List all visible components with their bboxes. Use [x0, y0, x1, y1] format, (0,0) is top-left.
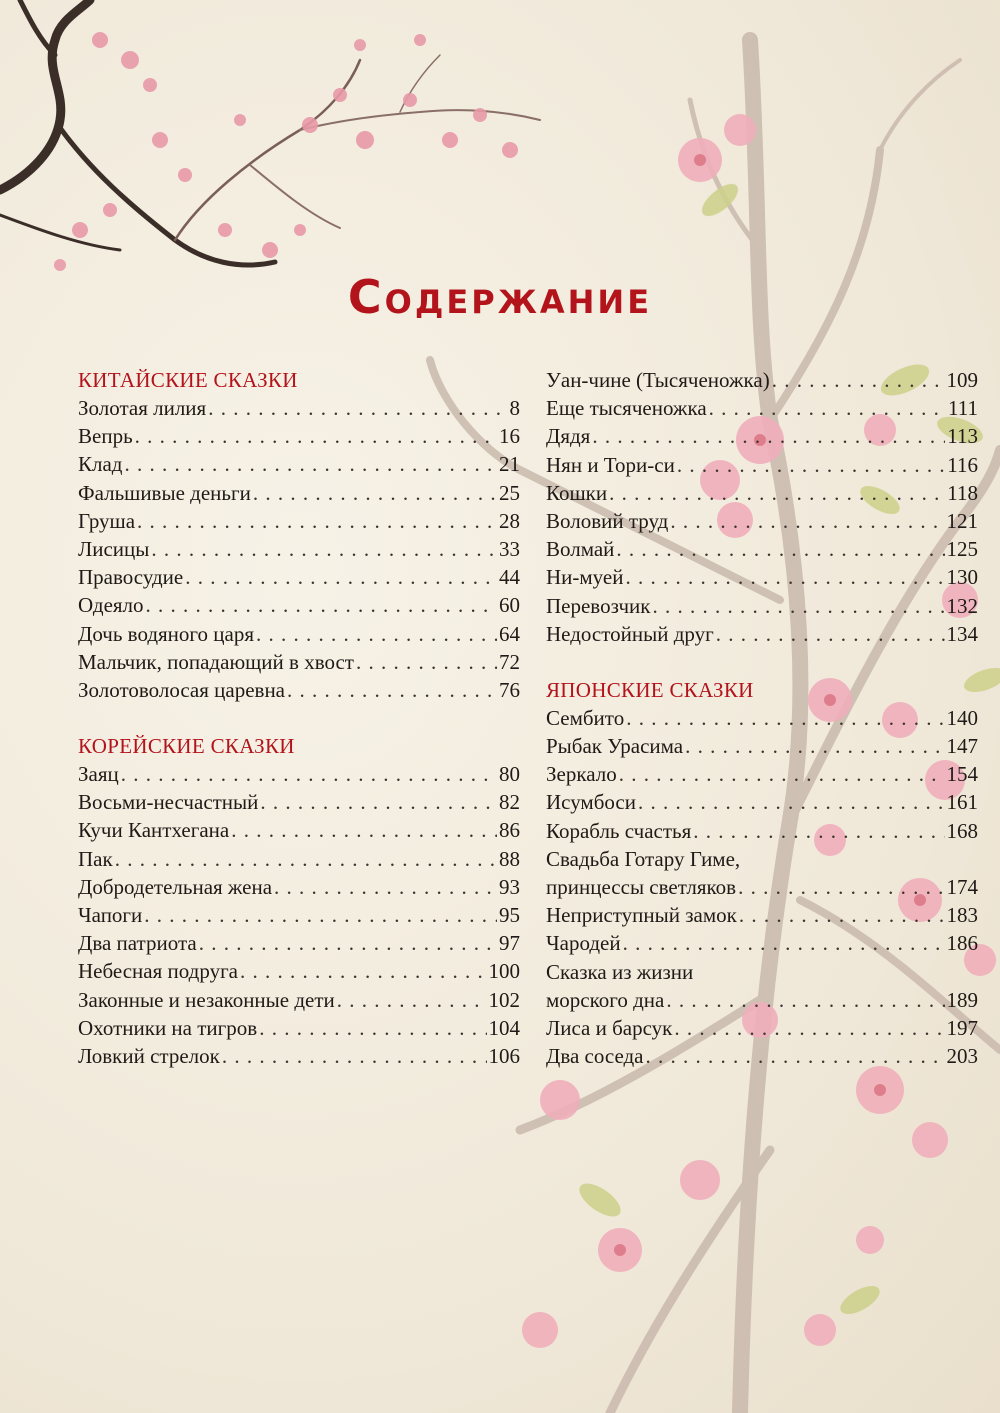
- toc-entry-title: Рыбак Урасима: [546, 734, 684, 759]
- section-heading-japanese: ЯПОНСКИЕ СКАЗКИ: [546, 677, 754, 702]
- toc-entry: [546, 817, 978, 845]
- toc-entry: [78, 620, 520, 648]
- toc-entry-page: 95: [499, 903, 520, 927]
- toc-entry-page: 104: [488, 1015, 520, 1040]
- dot-leader: [356, 648, 497, 676]
- toc-entry-title: Охотники на тигров: [78, 1015, 258, 1040]
- page-title: Содержание: [347, 270, 653, 324]
- dot-leader: [137, 507, 497, 535]
- toc-entry: [546, 1042, 978, 1070]
- dot-leader: [674, 1014, 944, 1042]
- toc-entry-page: 72: [499, 649, 520, 674]
- toc-entry-title: Золотоволосая царевна: [78, 677, 286, 702]
- toc-entry: [78, 901, 520, 929]
- toc-entry-page: 21: [499, 452, 520, 477]
- toc-entry-title: Заяц: [78, 762, 119, 787]
- dot-leader: [260, 788, 497, 816]
- dot-leader: [259, 1014, 486, 1042]
- toc-entry: [78, 479, 520, 507]
- toc-entry: [546, 563, 978, 591]
- dot-leader: [666, 986, 944, 1014]
- toc-entry-page: 86: [499, 818, 520, 843]
- toc-entry-page: 161: [946, 790, 978, 815]
- toc-entry-page: 44: [499, 565, 520, 590]
- toc-entry-title: Мальчик, попадающий в хвост: [78, 649, 354, 674]
- dot-leader: [616, 535, 944, 563]
- toc-entry-title: Сказка из жизни: [546, 959, 694, 984]
- dot-leader: [287, 676, 497, 704]
- small-blossoms-top-left: [54, 32, 518, 271]
- toc-list-korean: [78, 760, 520, 1070]
- toc-entry-page: 174: [946, 875, 978, 899]
- toc-entry-title: морского дна: [546, 987, 665, 1012]
- toc-entry: [78, 563, 520, 591]
- toc-column-right: [546, 366, 978, 1070]
- toc-entry-title: Лиса и барсук: [546, 1015, 673, 1040]
- toc-entry-title: Кошки: [546, 480, 608, 505]
- dot-leader: [135, 422, 497, 450]
- toc-entry-title: Лисицы: [78, 536, 150, 561]
- toc-entry-title: принцессы светляков: [546, 875, 737, 899]
- toc-entry: [546, 845, 978, 873]
- toc-entry: [546, 535, 978, 563]
- toc-entry-title: Пак: [78, 846, 113, 871]
- toc-entry: [78, 986, 520, 1014]
- toc-entry-title: Два патриота: [78, 931, 197, 956]
- toc-entry-title: Дочь водяного царя: [78, 621, 254, 646]
- toc-entry-title: Зеркало: [546, 762, 617, 787]
- toc-entry: [78, 957, 520, 985]
- section-heading-chinese: КИТАЙСКИЕ СКАЗКИ: [78, 368, 298, 392]
- dot-leader: [144, 901, 497, 929]
- toc-entry-title: Добродетельная жена: [78, 874, 273, 899]
- toc-entry: [546, 422, 978, 450]
- toc-entry-page: 134: [946, 621, 978, 646]
- toc-entry: [546, 986, 978, 1014]
- toc-entry-page: 116: [947, 452, 978, 477]
- toc-entry-page: 93: [499, 874, 520, 899]
- toc-entry-page: 140: [946, 705, 978, 730]
- toc-list-chinese: [78, 394, 520, 704]
- toc-entry-page: 197: [946, 1015, 978, 1040]
- toc-entry-title: Свадьба Готару Гиме,: [546, 846, 741, 871]
- toc-entry: [78, 450, 520, 478]
- toc-column-left: [78, 366, 520, 1070]
- toc-entry: [78, 873, 520, 901]
- toc-entry: [78, 816, 520, 844]
- toc-entry-page: 168: [946, 818, 978, 843]
- toc-entry-page: 82: [499, 790, 520, 815]
- toc-entry-title: Уан-чине (Тысяченожка): [546, 368, 770, 392]
- dot-leader: [592, 422, 945, 450]
- toc-entry-title: Сембито: [546, 705, 625, 730]
- toc-entry-title: Золотая лилия: [78, 396, 207, 420]
- toc-entry-title: Неприступный замок: [546, 903, 737, 928]
- toc-list-korean-continued: [546, 366, 978, 648]
- toc-entry: [546, 704, 978, 732]
- toc-entry-page: 28: [499, 508, 520, 533]
- toc-entry-page: 111: [948, 396, 978, 421]
- toc-entry-page: 125: [946, 537, 978, 562]
- toc-entry-page: 88: [499, 846, 520, 871]
- dot-leader: [716, 620, 945, 648]
- dot-leader: [738, 873, 944, 901]
- toc-entry-title: Недостойный друг: [546, 621, 714, 646]
- section-heading-korean: КОРЕЙСКИЕ СКАЗКИ: [78, 734, 295, 759]
- toc-entry: [78, 648, 520, 676]
- toc-entry-title: Перевозчик: [546, 593, 651, 618]
- toc-entry-page: 8: [509, 396, 520, 420]
- dot-leader: [685, 732, 944, 760]
- toc-entry: [546, 479, 978, 507]
- toc-entry-title: Корабль счастья: [546, 818, 692, 843]
- toc-entry: [546, 732, 978, 760]
- toc-entry-page: 25: [499, 480, 520, 505]
- dot-leader: [256, 620, 497, 648]
- toc-list-japanese: [546, 704, 978, 1070]
- toc-entry-page: 186: [946, 931, 978, 956]
- toc-entry-page: 183: [946, 903, 978, 928]
- dot-leader: [337, 986, 487, 1014]
- toc-entry: [546, 929, 978, 957]
- toc-entry-page: 102: [488, 987, 520, 1012]
- toc-entry-page: 80: [499, 762, 520, 787]
- toc-entry-title: Нян и Тори-си: [546, 452, 675, 477]
- toc-entry-page: 147: [946, 734, 978, 759]
- toc-entry-title: Фальшивые деньги: [78, 480, 251, 505]
- dot-leader: [625, 563, 944, 591]
- toc-entry: [78, 535, 520, 563]
- toc-entry-title: Дядя: [546, 424, 591, 449]
- dot-leader: [652, 592, 944, 620]
- dot-leader: [208, 394, 507, 422]
- toc-entry-page: 118: [947, 480, 978, 505]
- toc-entry-title: Исумбоси: [546, 790, 636, 815]
- toc-entry-page: 154: [946, 762, 978, 787]
- dot-leader: [626, 704, 944, 732]
- toc-entry-page: 203: [946, 1044, 978, 1069]
- toc-entry: [546, 1014, 978, 1042]
- dot-leader: [646, 1042, 945, 1070]
- dot-leader: [121, 760, 497, 788]
- toc-entry: [546, 620, 978, 648]
- dot-leader: [638, 788, 945, 816]
- toc-entry-page: 60: [499, 593, 520, 618]
- toc-entry-page: 189: [946, 987, 978, 1012]
- toc-entry-title: Восьми-несчастный: [78, 790, 259, 815]
- toc-entry-title: Чапоги: [78, 903, 143, 927]
- dot-leader: [609, 479, 945, 507]
- dot-leader: [739, 901, 945, 929]
- toc-entry: [78, 929, 520, 957]
- toc-entry: [546, 394, 978, 422]
- dot-leader: [677, 451, 945, 479]
- toc-entry: [546, 451, 978, 479]
- toc-entry: [546, 958, 978, 986]
- dot-leader: [151, 535, 497, 563]
- toc-entry: [78, 676, 520, 704]
- toc-entry-title: Чародей: [546, 931, 621, 956]
- toc-entry-page: 109: [946, 368, 978, 392]
- toc-entry: [78, 845, 520, 873]
- dot-leader: [185, 563, 497, 591]
- toc-entry-title: Одеяло: [78, 593, 144, 618]
- dot-leader: [619, 760, 945, 788]
- toc-entry-page: 132: [946, 593, 978, 618]
- dot-leader: [772, 366, 945, 394]
- toc-entry: [78, 394, 520, 422]
- toc-entry-title: Еще тысяченожка: [546, 396, 707, 421]
- toc-entry-page: 100: [488, 959, 520, 984]
- toc-entry: [78, 760, 520, 788]
- toc-entry-page: 106: [488, 1043, 520, 1068]
- dot-leader: [146, 591, 497, 619]
- toc-entry: [546, 760, 978, 788]
- toc-entry: [78, 1042, 520, 1070]
- toc-entry: [78, 422, 520, 450]
- toc-entry: [546, 592, 978, 620]
- toc-entry-page: 97: [499, 931, 520, 956]
- toc-entry-title: Воловий труд: [546, 508, 669, 533]
- toc-entry: [546, 507, 978, 535]
- toc-entry-title: Законные и незаконные дети: [78, 987, 335, 1012]
- toc-entry-title: Ни-муей: [546, 565, 624, 590]
- toc-entry-page: 130: [946, 565, 978, 590]
- toc-entry-title: Вепрь: [78, 424, 133, 449]
- toc-entry-title: Небесная подруга: [78, 959, 239, 984]
- toc-entry-title: Ловкий стрелок: [78, 1043, 220, 1068]
- toc-entry-page: 76: [499, 677, 520, 702]
- toc-entry: [78, 788, 520, 816]
- dot-leader: [222, 1042, 487, 1070]
- toc-entry-page: 113: [947, 424, 978, 449]
- toc-entry: [78, 591, 520, 619]
- dot-leader: [693, 817, 944, 845]
- dot-leader: [709, 394, 946, 422]
- toc-entry-page: 64: [499, 621, 520, 646]
- dot-leader: [199, 929, 497, 957]
- toc-entry-page: 121: [946, 508, 978, 533]
- toc-entry-page: 16: [499, 424, 520, 449]
- dot-leader: [125, 450, 498, 478]
- dot-leader: [240, 957, 486, 985]
- toc-entry: [546, 873, 978, 901]
- toc-entry-title: Кучи Кантхегана: [78, 818, 230, 843]
- toc-entry-title: Правосудие: [78, 565, 184, 590]
- toc-entry-title: Клад: [78, 452, 123, 477]
- toc-entry-title: Два соседа: [546, 1044, 644, 1069]
- dot-leader: [253, 479, 497, 507]
- toc-entry-title: Груша: [78, 508, 136, 533]
- dot-leader: [274, 873, 497, 901]
- toc-entry: [78, 1014, 520, 1042]
- dot-leader: [231, 816, 497, 844]
- dot-leader: [623, 929, 945, 957]
- toc-entry: [546, 366, 978, 394]
- dot-leader: [670, 507, 944, 535]
- toc-entry-page: 33: [499, 536, 520, 561]
- toc-entry: [546, 788, 978, 816]
- toc-entry-title: Волмай: [546, 537, 615, 562]
- toc-entry: [78, 507, 520, 535]
- dot-leader: [115, 845, 497, 873]
- toc-entry: [546, 901, 978, 929]
